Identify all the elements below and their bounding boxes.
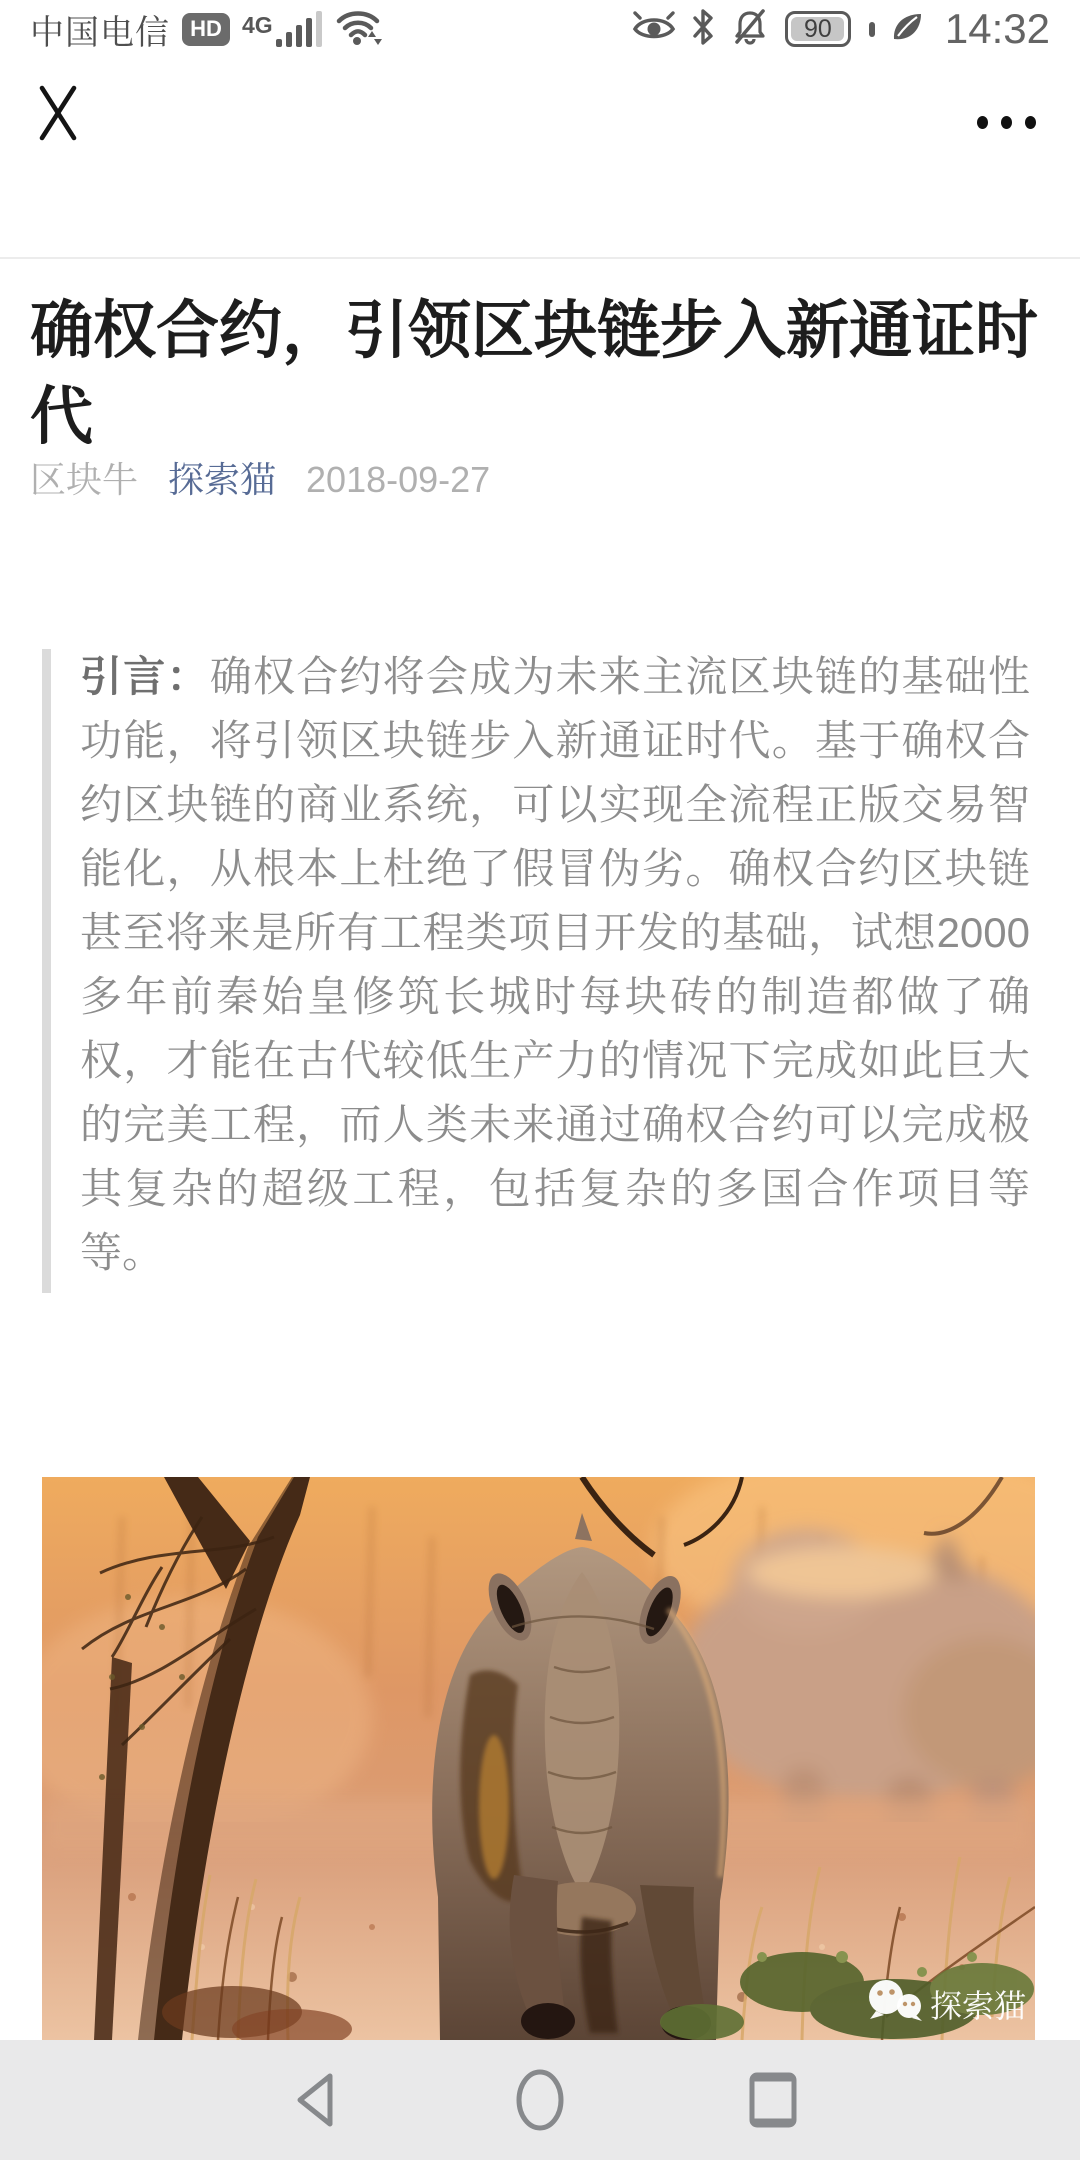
- wifi-icon: [335, 7, 387, 52]
- quote-left-bar: [42, 649, 51, 1293]
- quote-lead-label: 引言：: [80, 653, 210, 700]
- quote-paragraph: [80, 645, 1030, 1285]
- bluetooth-icon: [691, 8, 715, 51]
- back-icon[interactable]: [255, 2040, 375, 2160]
- hd-badge: HD: [182, 13, 230, 46]
- battery-icon: [785, 11, 851, 47]
- quote-body-text: 确权合约将会成为未来主流区块链的基础性功能，将引领区块链步入新通证时代。基于确权合约区块链的商业系统，可以实现全流程正版交易智能化，从根本上杜绝了假冒伪劣。确权合约区块链甚至将来是所有工程类项目开发的基础，试想2000多年前秦始皇修筑长城时每块砖的制造都做了确权，才能在古代较低生产力的情况下完成如此巨大的完美工程，而人类未来通过确权合约可以完成极其复杂的超级工程，包括复杂的多国合作项目等等。: [80, 653, 1030, 1276]
- watermark-text: 探索猫: [930, 1988, 1027, 2024]
- intro-quote-block: [0, 645, 1080, 1285]
- article-byline: [30, 458, 490, 502]
- eye-comfort-icon: [632, 8, 676, 51]
- more-options-icon[interactable]: [977, 116, 1036, 129]
- clock-label: 14:32: [944, 5, 1050, 52]
- android-nav-bar: [0, 2040, 1080, 2160]
- publish-date: 2018-09-27: [306, 459, 491, 500]
- header-divider: [0, 257, 1080, 259]
- article-source: 区块牛: [30, 459, 139, 500]
- article-title: 确权合约，引领区块链步入新通证时代: [30, 296, 1038, 453]
- battery-level: 90: [803, 14, 832, 43]
- author-link[interactable]: 探索猫: [168, 459, 277, 500]
- home-icon[interactable]: [480, 2040, 600, 2160]
- mute-bell-icon: [730, 7, 770, 52]
- power-saving-leaf-icon: [890, 10, 924, 49]
- article-header: [0, 58, 1080, 200]
- signal-bars-icon: [242, 10, 323, 48]
- status-bar-right: [632, 5, 1050, 53]
- recents-icon[interactable]: [713, 2040, 833, 2160]
- carrier-label: 中国电信: [30, 13, 170, 52]
- status-bar-left: [30, 5, 387, 54]
- network-type-label: 4G: [242, 12, 273, 38]
- close-icon[interactable]: [34, 84, 82, 142]
- article-image[interactable]: [42, 1477, 1035, 2040]
- battery-nub: [869, 22, 875, 37]
- status-bar: [0, 0, 1080, 58]
